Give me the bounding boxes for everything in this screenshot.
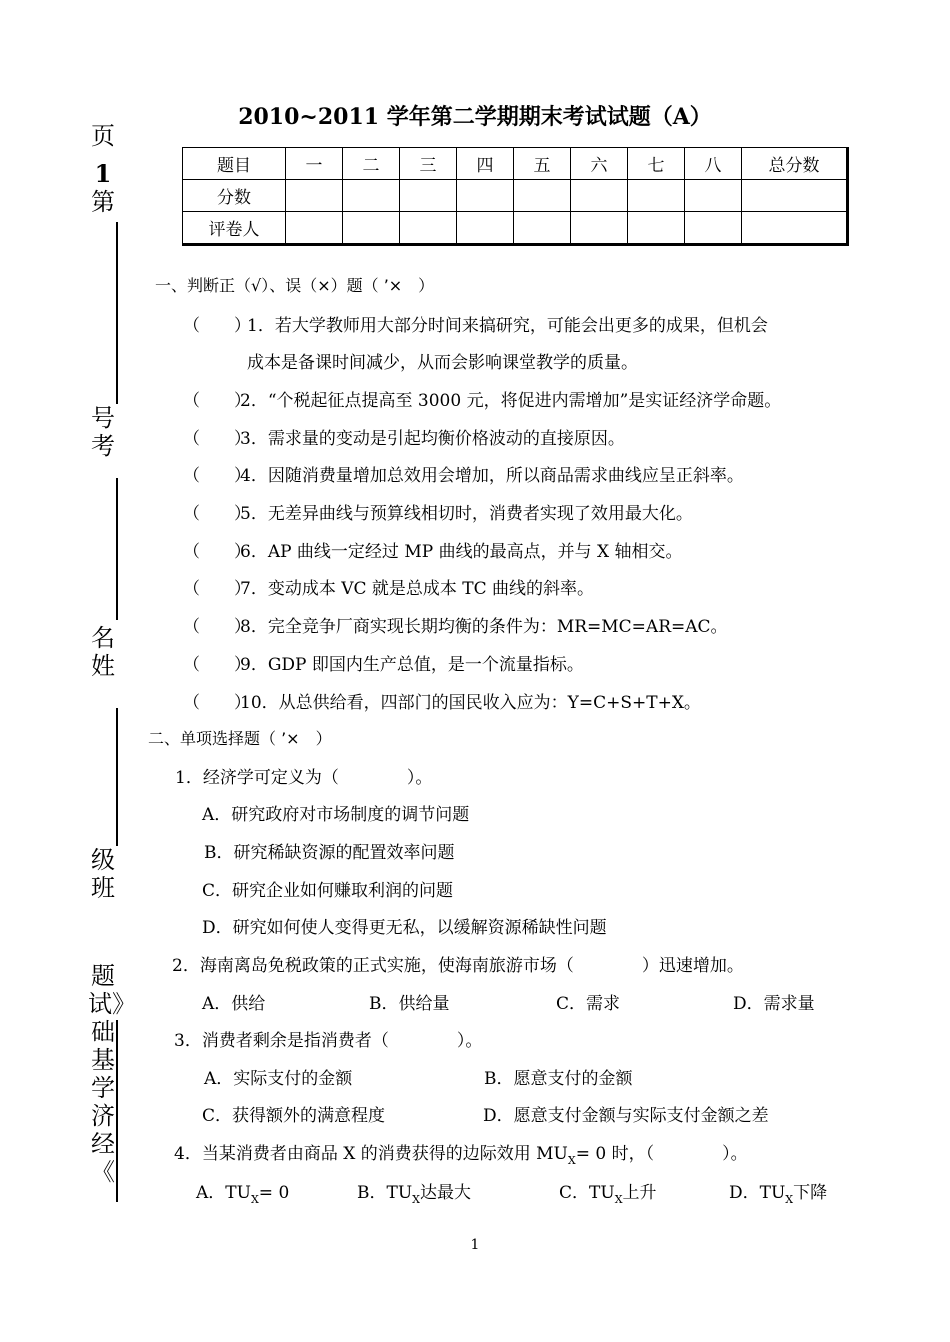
side-label-page-number: 1 xyxy=(94,159,112,188)
header-cell: 七 xyxy=(628,148,685,180)
header-cell: 总分数 xyxy=(742,148,848,180)
binding-line xyxy=(116,708,118,846)
section-heading-true-false: 一、判断正（√）、误（×）题（ ’× ） xyxy=(155,276,435,295)
tf-bracket[interactable]: （ ） xyxy=(183,579,251,599)
mc-option[interactable]: B．研究稀缺资源的配置效率问题 xyxy=(204,843,455,863)
header-cell: 六 xyxy=(571,148,628,180)
grader-cell[interactable] xyxy=(514,212,571,245)
subscript: X xyxy=(567,1154,576,1167)
subscript: X xyxy=(412,1193,421,1206)
binding-line xyxy=(116,222,118,404)
score-cell[interactable] xyxy=(628,180,685,212)
stem-text: 4．当某消费者由商品 X 的消费获得的边际效用 MU xyxy=(174,1144,568,1164)
exam-title: 2010~2011 学年第二学期期末考试试题（A） xyxy=(238,104,712,130)
stem-text: = 0 时，（ ）。 xyxy=(575,1144,748,1164)
tf-bracket[interactable]: （ ） xyxy=(183,655,251,675)
mc-option[interactable]: A．供给 xyxy=(202,994,266,1014)
side-label-class: 级班 xyxy=(91,846,115,902)
tf-bracket[interactable]: （ ） xyxy=(183,391,251,411)
side-label-di: 第 xyxy=(91,188,115,216)
mc-option[interactable]: D．需求量 xyxy=(733,994,815,1014)
mc-option[interactable] xyxy=(729,1178,828,1206)
binding-line xyxy=(116,1020,118,1202)
tf-question-text: 1．若大学教师用大部分时间来搞研究，可能会出更多的成果，但机会 xyxy=(247,316,768,336)
header-cell: 八 xyxy=(685,148,742,180)
grader-cell[interactable] xyxy=(457,212,514,245)
tf-question-text: 7．变动成本 VC 就是总成本 TC 曲线的斜率。 xyxy=(240,579,595,599)
grader-cell[interactable] xyxy=(571,212,628,245)
score-cell[interactable] xyxy=(514,180,571,212)
tf-bracket[interactable]: （ ） xyxy=(183,504,251,524)
row-label: 评卷人 xyxy=(183,212,286,245)
option-text: 上升 xyxy=(622,1183,657,1203)
mc-option[interactable]: B．愿意支付的金额 xyxy=(484,1069,633,1089)
tf-question-text: 2．“个税起征点提高至 3000 元，将促进内需增加”是实证经济学命题。 xyxy=(240,391,782,411)
mc-question-stem xyxy=(174,1139,748,1167)
binding-line xyxy=(116,478,118,620)
score-cell[interactable] xyxy=(571,180,628,212)
tf-bracket[interactable]: （ ） xyxy=(183,466,251,486)
grader-row xyxy=(183,212,848,245)
header-cell: 五 xyxy=(514,148,571,180)
option-text: B．TU xyxy=(357,1183,413,1203)
grader-cell[interactable] xyxy=(286,212,343,245)
grader-cell[interactable] xyxy=(400,212,457,245)
section-heading-multiple-choice: 二、单项选择题（ ’× ） xyxy=(148,729,332,748)
tf-question-text: 8．完全竞争厂商实现长期均衡的条件为：MR=MC=AR=AC。 xyxy=(240,617,728,637)
tf-question-text: 成本是备课时间减少，从而会影响课堂教学的质量。 xyxy=(247,353,638,373)
mc-option[interactable]: A．研究政府对市场制度的调节问题 xyxy=(202,805,470,825)
mc-option[interactable] xyxy=(559,1178,657,1206)
mc-option[interactable]: A．实际支付的金额 xyxy=(204,1069,353,1089)
mc-question-stem: 1．经济学可定义为（ ）。 xyxy=(175,768,433,788)
grader-cell[interactable] xyxy=(343,212,400,245)
subscript: X xyxy=(250,1193,259,1206)
tf-question-text: 6．AP 曲线一定经过 MP 曲线的最高点，并与 X 轴相交。 xyxy=(240,542,683,562)
tf-question-text: 5．无差异曲线与预算线相切时，消费者实现了效用最大化。 xyxy=(240,504,693,524)
option-text: = 0 xyxy=(258,1183,290,1203)
tf-bracket[interactable]: （ ） xyxy=(183,429,251,449)
mc-option[interactable]: D．研究如何使人变得更无私，以缓解资源稀缺性问题 xyxy=(202,918,607,938)
option-text: 下降 xyxy=(793,1183,828,1203)
score-table-header-row xyxy=(183,148,848,180)
side-label-exam-number: 号考 xyxy=(91,404,115,460)
mc-option[interactable]: B．供给量 xyxy=(369,994,450,1014)
tf-bracket[interactable]: （ ） xyxy=(183,617,251,637)
header-cell: 二 xyxy=(343,148,400,180)
tf-question-text: 9．GDP 即国内生产总值，是一个流量指标。 xyxy=(240,655,584,675)
grader-cell[interactable] xyxy=(628,212,685,245)
grader-cell[interactable] xyxy=(685,212,742,245)
option-text: C．TU xyxy=(559,1183,615,1203)
option-text: 达最大 xyxy=(420,1183,472,1203)
tf-question-text: 4．因随消费量增加总效用会增加，所以商品需求曲线应呈正斜率。 xyxy=(240,466,744,486)
score-cell[interactable] xyxy=(286,180,343,212)
side-label-page: 页 xyxy=(91,122,115,150)
score-row xyxy=(183,180,848,212)
side-label-name: 名姓 xyxy=(91,624,115,680)
score-cell[interactable] xyxy=(457,180,514,212)
option-text: D．TU xyxy=(729,1183,786,1203)
subscript: X xyxy=(614,1193,623,1206)
mc-option[interactable]: D．愿意支付金额与实际支付金额之差 xyxy=(483,1106,769,1126)
option-text: A．TU xyxy=(196,1183,251,1203)
subscript: X xyxy=(785,1193,794,1206)
header-cell: 四 xyxy=(457,148,514,180)
score-table xyxy=(182,147,849,246)
mc-option[interactable] xyxy=(357,1178,472,1206)
score-cell[interactable] xyxy=(343,180,400,212)
score-cell[interactable] xyxy=(742,180,848,212)
mc-question-stem: 3．消费者剩余是指消费者（ ）。 xyxy=(174,1031,483,1051)
score-cell[interactable] xyxy=(685,180,742,212)
header-cell: 一 xyxy=(286,148,343,180)
tf-bracket[interactable]: （ ） xyxy=(183,693,251,713)
mc-option[interactable]: C．获得额外的满意程度 xyxy=(202,1106,386,1126)
tf-question-text: 3．需求量的变动是引起均衡价格波动的直接原因。 xyxy=(240,429,625,449)
grader-cell[interactable] xyxy=(742,212,848,245)
tf-bracket[interactable]: （ ） xyxy=(183,316,251,336)
mc-option[interactable]: C．研究企业如何赚取利润的问题 xyxy=(202,881,454,901)
mc-question-stem: 2．海南离岛免税政策的正式实施，使海南旅游市场（ ）迅速增加。 xyxy=(172,956,744,976)
header-cell: 题目 xyxy=(183,148,286,180)
header-cell: 三 xyxy=(400,148,457,180)
tf-bracket[interactable]: （ ） xyxy=(183,542,251,562)
row-label: 分数 xyxy=(183,180,286,212)
page-number: 1 xyxy=(470,1237,480,1253)
tf-question-text: 10．从总供给看，四部门的国民收入应为：Y=C+S+T+X。 xyxy=(240,693,701,713)
mc-option[interactable]: C．需求 xyxy=(556,994,621,1014)
score-cell[interactable] xyxy=(400,180,457,212)
side-label-course: 题试》础基学济经《 xyxy=(88,962,136,1186)
mc-option[interactable] xyxy=(196,1178,290,1206)
